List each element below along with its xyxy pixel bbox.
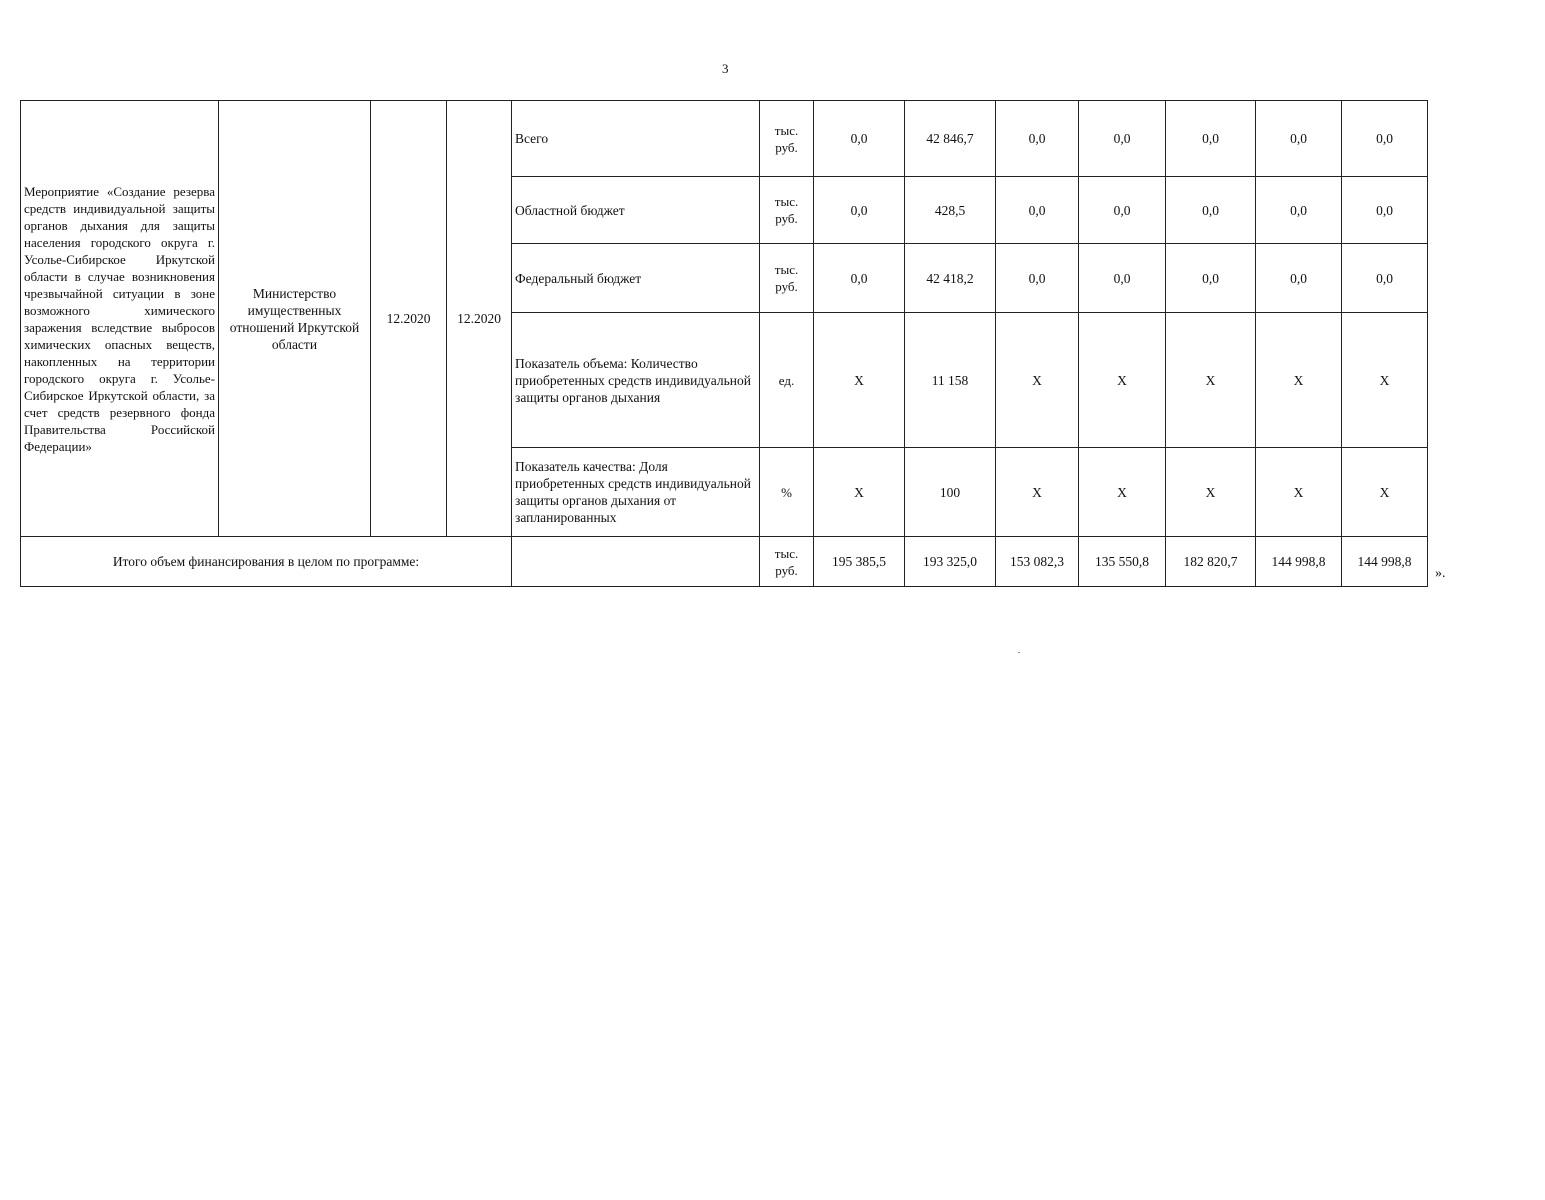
total-label: Итого объем финансирования в целом по программе:	[21, 537, 512, 587]
budget-table	[20, 100, 1428, 587]
row-name: Федеральный бюджет	[512, 244, 760, 313]
value-cell: X	[1342, 313, 1428, 448]
start-date-cell: 12.2020	[371, 101, 447, 537]
closing-quote: ».	[1435, 566, 1446, 581]
value-cell: 0,0	[996, 244, 1079, 313]
total-value-cell: 182 820,7	[1166, 537, 1256, 587]
value-cell: 0,0	[1166, 177, 1256, 244]
value-cell: 0,0	[814, 177, 905, 244]
value-cell: X	[1342, 448, 1428, 537]
row-unit: ед.	[760, 313, 814, 448]
value-cell: X	[814, 313, 905, 448]
end-date-cell: 12.2020	[447, 101, 512, 537]
row-unit: %	[760, 448, 814, 537]
value-cell: 0,0	[996, 177, 1079, 244]
value-cell: X	[996, 448, 1079, 537]
executor-cell: Министерство имущественных отношений Иркутской области	[219, 101, 371, 537]
value-cell: 0,0	[996, 101, 1079, 177]
value-cell: X	[1166, 448, 1256, 537]
total-value-cell: 144 998,8	[1342, 537, 1428, 587]
value-cell: 0,0	[1342, 177, 1428, 244]
table-row-program-total	[21, 537, 1428, 587]
value-cell: X	[1166, 313, 1256, 448]
page-number: 3	[722, 61, 729, 76]
value-cell: 42 846,7	[905, 101, 996, 177]
row-unit: тыс. руб.	[760, 101, 814, 177]
value-cell: 0,0	[814, 101, 905, 177]
value-cell: 0,0	[814, 244, 905, 313]
row-unit: тыс. руб.	[760, 244, 814, 313]
value-cell: 0,0	[1079, 244, 1166, 313]
value-cell: X	[1079, 313, 1166, 448]
event-description: Мероприятие «Создание резерва средств индивидуальной защиты органов дыхания для защиты населения городского округа г. Усолье-Сибирское Иркутской области в случае возникновения чрезвычайной ситуации в зоне возможного химического заражения вследствие выбросов химических опасных веществ, накопленных на территории городского округа г. Усолье-Сибирское Иркутской области, за счет средств резервного фонда Правительства Российской Федерации»	[21, 101, 219, 537]
row-name: Областной бюджет	[512, 177, 760, 244]
total-value-cell: 193 325,0	[905, 537, 996, 587]
value-cell: X	[814, 448, 905, 537]
table-row-total-funding	[21, 101, 1428, 177]
value-cell: 11 158	[905, 313, 996, 448]
value-cell: 0,0	[1256, 101, 1342, 177]
value-cell: 42 418,2	[905, 244, 996, 313]
row-name: Показатель объема: Количество приобретенных средств индивидуальной защиты органов дыхания	[512, 313, 760, 448]
total-value-cell: 135 550,8	[1079, 537, 1166, 587]
value-cell: 0,0	[1079, 177, 1166, 244]
total-value-cell: 144 998,8	[1256, 537, 1342, 587]
total-value-cell: 153 082,3	[996, 537, 1079, 587]
total-unit: тыс. руб.	[760, 537, 814, 587]
value-cell: 0,0	[1256, 244, 1342, 313]
value-cell: 428,5	[905, 177, 996, 244]
value-cell: 0,0	[1342, 101, 1428, 177]
value-cell: X	[1079, 448, 1166, 537]
value-cell: X	[1256, 448, 1342, 537]
total-value-cell: 195 385,5	[814, 537, 905, 587]
value-cell: X	[996, 313, 1079, 448]
row-name: Всего	[512, 101, 760, 177]
value-cell: 0,0	[1079, 101, 1166, 177]
scan-speck	[1018, 652, 1020, 653]
value-cell: 0,0	[1342, 244, 1428, 313]
value-cell: 0,0	[1256, 177, 1342, 244]
row-name: Показатель качества: Доля приобретенных средств индивидуальной защиты органов дыхания от запланированных	[512, 448, 760, 537]
value-cell: X	[1256, 313, 1342, 448]
total-empty-cell	[512, 537, 760, 587]
value-cell: 0,0	[1166, 244, 1256, 313]
value-cell: 100	[905, 448, 996, 537]
row-unit: тыс. руб.	[760, 177, 814, 244]
value-cell: 0,0	[1166, 101, 1256, 177]
